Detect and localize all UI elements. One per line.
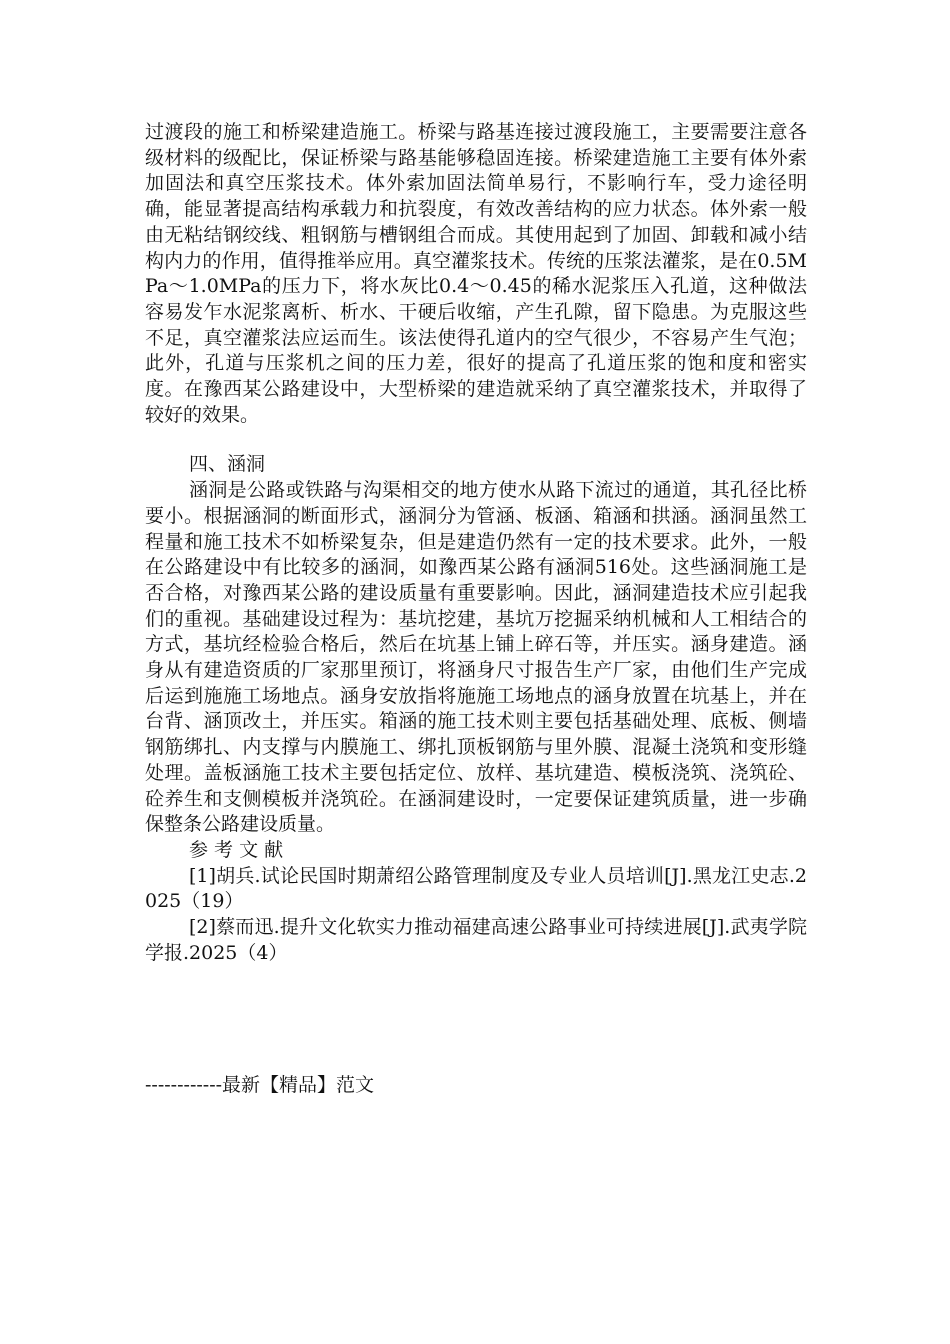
reference-item-2: [2]蔡而迅.提升文化软实力推动福建高速公路事业可持续进展[J].武夷学院学报.2025（4） bbox=[145, 916, 807, 964]
reference-item-1: [1]胡兵.试论民国时期萧绍公路管理制度及专业人员培训[J].黑龙江史志.2025（19） bbox=[145, 864, 807, 913]
paragraph-bridge-construction: 过渡段的施工和桥梁建造施工。桥梁与路基连接过渡段施工，主要需要注意各级材料的级配比，保证桥梁与路基能够稳固连接。桥梁建造施工主要有体外索加固法和真空压浆技术。体外索加固法简单易行，不影响行车，受力途径明确，能显著提高结构承载力和抗裂度，有效改善结构的应力状态。体外索一般由无粘结钢绞线、粗钢筋与槽钢组合而成。其使用起到了加固、卸载和减小结构内力的作用，值得推举应用。真空灌浆技术。传统的压浆法灌浆，是在0.5MPa～1.0MPa的压力下，将水灰比0.4～0.45的稀水泥浆压入孔道，这种做法容易发乍水泥浆离析、析水、干硬后收缩，产生孔隙，留下隐患。为克服这些不足，真空灌浆法应运而生。该法使得孔道内的空气很少，不容易产生气泡；此外，孔道与压浆机之间的压力差，很好的提高了孔道压浆的饱和度和密实度。在豫西某公路建设中，大型桥梁的建造就采纳了真空灌浆技术，并取得了较好的效果。 bbox=[145, 121, 807, 426]
paragraph-culvert: 涵洞是公路或铁路与沟渠相交的地方使水从路下流过的通道，其孔径比桥要小。根据涵洞的断面形式，涵洞分为管涵、板涵、箱涵和拱涵。涵洞虽然工程量和施工技术不如桥梁复杂，但是建造仍然有一定的技术要求。此外，一般在公路建设中有比较多的涵洞，如豫西某公路有涵洞516处。这些涵洞施工是否合格，对豫西某公路的建设质量有重要影响。因此，涵洞建造技术应引起我们的重视。基础建设过程为：基坑挖建，基坑万挖掘采纳机械和人工相结合的方式，基坑经检验合格后，然后在坑基上铺上碎石等，并压实。涵身建造。涵身从有建造资质的厂家那里预订，将涵身尺寸报告生产厂家，由他们生产完成后运到施施工场地点。涵身安放指将施施工场地点的涵身放置在坑基上，并在台背、涵顶改土，并压实。箱涵的施工技术则主要包括基础处理、底板、侧墙钢筋绑扎、内支撑与内膜施工、绑扎顶板钢筋与里外膜、混凝土浇筑和变形缝处理。盖板涵施工技术主要包括定位、放样、基坑建造、模板浇筑、浇筑砼、砼养生和支侧模板并浇筑砼。在涵洞建设时，一定要保证建筑质量，进一步确保整条公路建设质量。 bbox=[145, 479, 807, 836]
document-body bbox=[145, 120, 807, 967]
references-title: 参 考 文 献 bbox=[189, 838, 284, 861]
page-footer: ------------最新【精品】范文 bbox=[145, 1074, 375, 1096]
section-heading-culvert: 四、涵洞 bbox=[189, 453, 266, 476]
paragraph-gap bbox=[145, 428, 807, 452]
